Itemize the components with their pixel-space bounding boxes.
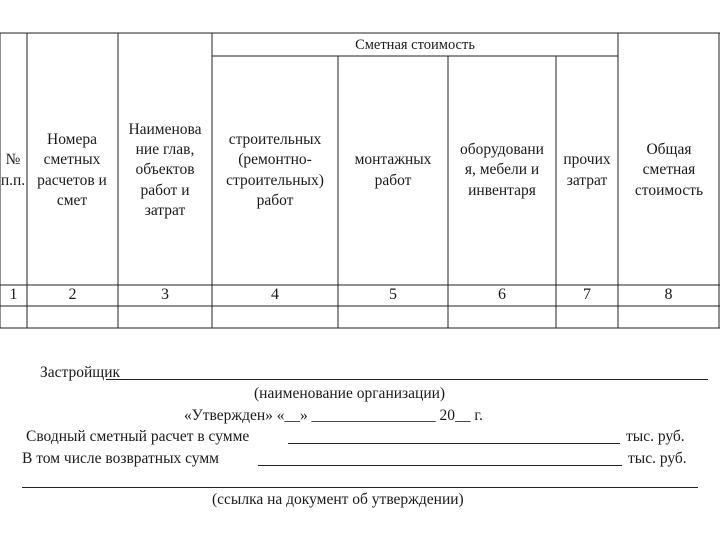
col-header-equipment: оборудовани я, мебели и инвентаря xyxy=(460,141,544,199)
col-header-estimate-numbers: Номера сметных расчетов и смет xyxy=(37,131,107,209)
developer-field-line[interactable] xyxy=(106,379,708,380)
col-number-2: 2 xyxy=(68,286,77,304)
summary-amount-field-line[interactable] xyxy=(288,443,620,444)
col-header-other-costs: прочих затрат xyxy=(563,151,611,189)
col-number-4: 4 xyxy=(271,286,279,304)
group-header-estimated-cost: Сметная стоимость xyxy=(355,36,475,53)
col-number-8: 8 xyxy=(664,286,673,304)
col-number-5: 5 xyxy=(389,286,397,304)
col-header-installation-works: монтажных работ xyxy=(354,151,432,189)
returnable-amount-label: В том числе возвратных сумм xyxy=(22,450,219,467)
returnable-amount-field-line[interactable] xyxy=(258,465,622,466)
summary-amount-unit: тыс. руб. xyxy=(626,428,685,445)
col-number-6: 6 xyxy=(498,286,506,304)
approval-document-caption: (ссылка на документ об утверждении) xyxy=(212,491,464,508)
col-header-number: № п.п. xyxy=(0,151,26,189)
developer-label: Застройщик xyxy=(40,364,121,381)
summary-amount-label: Сводный сметный расчет в сумме xyxy=(26,428,250,445)
organization-caption: (наименование организации) xyxy=(254,385,446,402)
col-number-3: 3 xyxy=(161,286,169,304)
col-number-7: 7 xyxy=(583,286,591,304)
approved-date-line: «Утвержден» «__» ________________ 20__ г. xyxy=(184,407,483,424)
col-header-construction-works: строительных (ремонтно- строительных) работ xyxy=(226,131,324,209)
col-number-1: 1 xyxy=(9,286,18,304)
approval-document-field-line[interactable] xyxy=(22,487,698,488)
returnable-amount-unit: тыс. руб. xyxy=(628,450,687,467)
col-header-total-cost: Общая сметная стоимость xyxy=(634,141,704,199)
col-header-chapter-names: Наименова ние глав, объектов работ и затрат xyxy=(128,121,202,219)
